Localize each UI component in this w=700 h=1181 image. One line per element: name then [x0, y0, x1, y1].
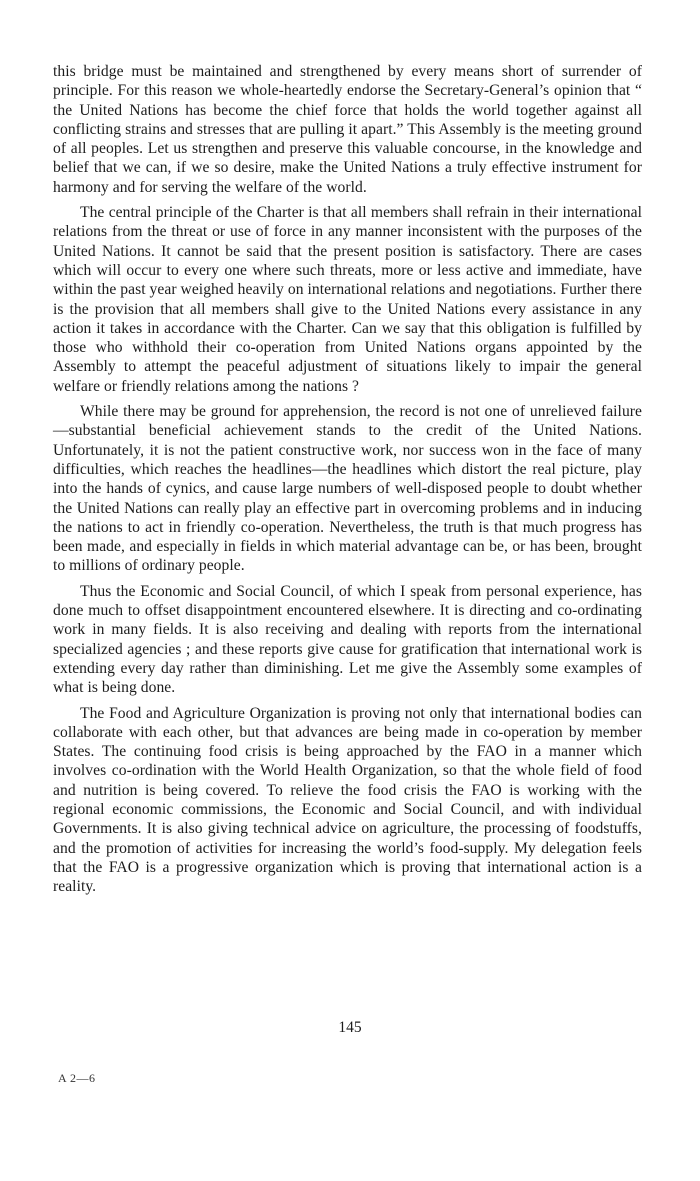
page-number: 145	[338, 1019, 362, 1036]
paragraph-economic-social-council: Thus the Economic and Social Council, of which I speak from personal experience, has done much to offset disappointment encountered elsewhere. It is directing and co-ordinating work in many fields. It is also receiving and dealing with reports from the international specialized agencies ; and these reports give cause for gratification that international work is extending every day rather than diminishing. Let me give the Assembly some examples of what is being done.	[53, 582, 642, 697]
paragraph-charter-principle: The central principle of the Charter is that all members shall refrain in their international relations from the threat or use of force in any manner inconsistent with the purposes of the United Nations. It cannot be said that the present position is satisfactory. There are cases which will occur to every one where such threats, more or less active and immediate, have within the past year weighed heavily on international relations and negotiations. Further there is the provision that all members shall give to the United Nations every assistance in any action it takes in accordance with the Charter. Can we say that this obligation is fulfilled by those who withhold their co-operation from United Nations organs appointed by the Assembly to attempt the peaceful adjustment of situations likely to impair the general welfare or friendly relations among the nations ?	[53, 204, 642, 395]
paragraph-apprehension: While there may be ground for apprehension, the record is not one of unrelieved failure—substantial beneficial achievement stands to the credit of the United Nations. Unfortunately, it is not the patient constructive work, nor success won in the face of many difficulties, which reaches the headlines—the headlines which distort the real picture, play into the hands of cynics, and cause large numbers of well-disposed people to doubt whether the United Nations can really play an effective part in overcoming problems and in inducing the nations to act in friendly co-operation. Nevertheless, the truth is that much progress has been made, and especially in fields in which material advantage can be, or has been, brought to millions of ordinary people.	[53, 403, 642, 575]
paragraph-bridge: this bridge must be maintained and strengthened by every means short of surrender of principle. For this reason we whole-heartedly endorse the Secretary-General’s opinion that “ the United Nations has become the chief force that holds the world together against all conflicting strains and stresses that are pulling it apart.” This Assembly is the meeting ground of all peoples. Let us strengthen and preserve this valuable concourse, in the knowledge and belief that we can, if we so desire, make the United Nations a truly effective instrument for harmony and for serving the welfare of the world.	[53, 63, 642, 196]
printer-signature-mark: A 2—6	[58, 1071, 96, 1085]
paragraph-fao: The Food and Agriculture Organization is proving not only that international bodies can collaborate with each other, but that advances are being made in co-operation by member States. The continuing food crisis is being approached by the FAO in a manner which involves co-ordination with the World Health Organization, so that the whole field of food and nutrition is being covered. To relieve the food crisis the FAO is working with the regional economic commissions, the Economic and Social Council, and with individual Governments. It is also giving technical advice on agriculture, the processing of foodstuffs, and the promotion of activities for increasing the world’s food-supply. My delegation feels that the FAO is a progressive organization which is proving that international action is a reality.	[53, 704, 642, 896]
page-body	[53, 62, 642, 896]
